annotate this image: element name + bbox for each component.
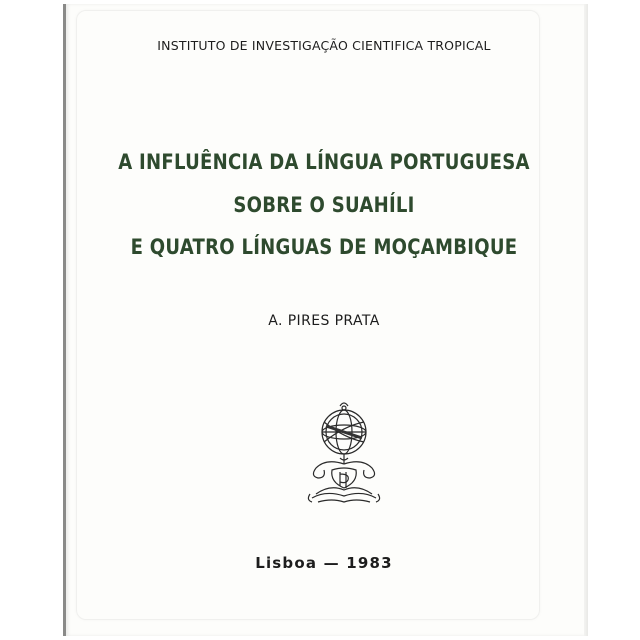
author-name: A. PIRES PRATA [268, 313, 380, 329]
title-line-2: SOBRE O SUAHÍLI [233, 193, 415, 217]
place-and-date: Lisboa — 1983 [255, 554, 393, 572]
title-line-1: A INFLUÊNCIA DA LÍNGUA PORTUGUESA [118, 150, 530, 174]
title-line-3: E QUATRO LÍNGUAS DE MOÇAMBIQUE [130, 235, 518, 259]
institute-name: INSTITUTO DE INVESTIGAÇÃO CIENTIFICA TROPICAL [157, 38, 491, 53]
armillary-sphere-emblem-icon [296, 398, 392, 508]
